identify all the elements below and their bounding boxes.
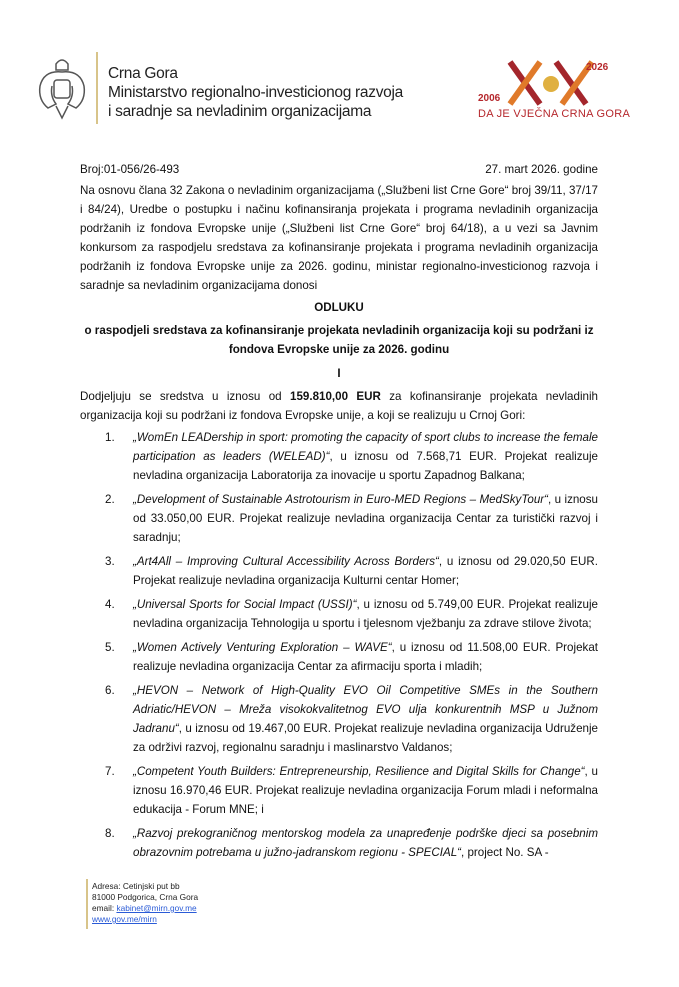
item-number: 3. xyxy=(105,555,115,568)
meta-row xyxy=(80,160,598,179)
jubilee-year-start: 2006 xyxy=(478,93,501,104)
list-item xyxy=(105,681,598,757)
project-details: , project No. SA - xyxy=(461,846,549,859)
jubilee-logo xyxy=(470,60,640,130)
preamble-paragraph: Na osnovu člana 32 Zakona o nevladinim organizacijama („Službeni list Crne Gore“ broj 39/11, 37/17 i 84/24), Uredbe o postupku i načinu kofinansiranja projekata i programa nevladinih organizacija podržanih iz fondova Evropske unije („Službeni list Crne Gore“ broj 64/18), a u vezi sa Javnim konkursom za raspodjelu sredstava za kofinansiranje projekata i programa nevladinih organizacija podržanih iz fondova Evropske unije za 2026. godinu, ministar regionalno-investicionog razvoja i saradnje sa nevladinim organizacijama donosi xyxy=(80,184,598,292)
list-item xyxy=(105,595,598,633)
jubilee-motto: DA JE VJEČNA CRNA GORA xyxy=(478,108,631,120)
list-item xyxy=(105,762,598,819)
project-title: „HEVON – Network of High-Quality EVO Oil Competitive SMEs in the Southern Adriatic/HEVON – Mreža visokokvalitetnog EVO ulja konkurentnih MSP u Južnom Jadranu“ xyxy=(133,684,598,735)
jubilee-year-end: 2026 xyxy=(586,62,609,73)
project-title: „Women Actively Venturing Exploration – WAVE“ xyxy=(133,641,392,654)
project-details: , u iznosu od 5.749,00 EUR. Projekat realizuje nevladina organizacija Tehnologija u sportu i tjelesnom vježbanju za zdrave stilove života; xyxy=(133,598,598,630)
item-number: 6. xyxy=(105,684,115,697)
footer xyxy=(0,867,679,987)
ministry-name xyxy=(108,64,403,121)
intro-text-rest: za kofinansiranje projekata nevladinih organizacija koji su podržani iz fondova Evropske unije, a koji se realizuju u Crnoj Gori: xyxy=(80,390,598,422)
country-name: Crna Gora xyxy=(108,65,178,82)
xx-emblem-icon xyxy=(506,60,596,106)
item-number: 2. xyxy=(105,493,115,506)
intro-paragraph xyxy=(80,387,598,425)
project-details: , u iznosu od 33.050,00 EUR. Projekat realizuje nevladina organizacija Centar za turistički razvoj i saradnju; xyxy=(133,493,599,544)
document-body xyxy=(80,160,598,867)
project-details: , u iznosu od 11.508,00 EUR. Projekat realizuje nevladina organizacija Centar za afirmaciju sporta i mladih; xyxy=(133,641,598,673)
document-number: Broj:01-056/26-493 xyxy=(80,163,180,176)
decision-title: ODLUKU xyxy=(314,301,364,314)
coat-of-arms-logo xyxy=(36,56,88,124)
project-title: „Razvoj prekograničnog mentorskog modela za unapređenje podrške djeci sa posebnim obrazovnim potrebama u južno-jadranskom regionu - SPECIAL“ xyxy=(133,827,598,859)
intro-text: Dodjeljuju se sredstva u iznosu od xyxy=(80,390,290,403)
footer-city: 81000 Podgorica, Crna Gora xyxy=(92,892,199,902)
item-number: 5. xyxy=(105,641,115,654)
project-details: , u iznosu od 7.568,71 EUR. Projekat realizuje nevladina organizacija Laboratorija za inovacije u sportu Zapadnog Balkana; xyxy=(133,450,598,482)
website-link[interactable]: www.gov.me/mirn xyxy=(92,914,157,924)
item-number: 4. xyxy=(105,598,115,611)
list-item xyxy=(105,552,598,590)
list-item xyxy=(105,824,598,862)
ministry-line-2: i saradnje sa nevladinim organizacijama xyxy=(108,103,372,120)
footer-divider xyxy=(86,879,88,929)
project-details: , u iznosu 16.970,46 EUR. Projekat realizuje nevladina organizacija Forum mladi i neformalna edukacija - Forum MNE; i xyxy=(133,765,598,816)
footer-contact xyxy=(92,881,679,925)
project-title: „Development of Sustainable Astrotourism in Euro-MED Regions – MedSkyTour“ xyxy=(133,493,548,506)
ministry-line-1: Ministarstvo regionalno-investicionog razvoja xyxy=(108,84,403,101)
list-item xyxy=(105,638,598,676)
project-details: , u iznosu od 29.020,50 EUR. Projekat realizuje nevladina organizacija Kulturni centar Homer; xyxy=(133,555,598,587)
list-item xyxy=(105,428,598,485)
section-number: I xyxy=(337,367,341,380)
header-divider xyxy=(96,52,98,124)
project-title: „Competent Youth Builders: Entrepreneurship, Resilience and Digital Skills for Change“ xyxy=(133,765,585,778)
item-number: 7. xyxy=(105,765,115,778)
footer-address: Adresa: Cetinjski put bb xyxy=(92,881,180,891)
decision-subtitle: o raspodjeli sredstava za kofinansiranje projekata nevladinih organizacija koji su podržani iz fondova Evropske unije za 2026. godinu xyxy=(84,324,594,356)
item-number: 8. xyxy=(105,827,115,840)
email-label: email: xyxy=(92,903,117,913)
project-details: , u iznosu od 19.467,00 EUR. Projekat realizuje nevladina organizacija Udruženje za održivi razvoj, regionalnu saradnju i maslinarstvo Valdanos; xyxy=(133,722,598,754)
project-title: „WomEn LEADership in sport: promoting the capacity of sport clubs to increase the female participation as leaders (WELEAD)“ xyxy=(133,431,598,463)
list-item xyxy=(105,490,598,547)
item-number: 1. xyxy=(105,431,115,444)
email-link[interactable]: kabinet@mirn.gov.me xyxy=(116,903,197,913)
project-title: „Universal Sports for Social Impact (USSI)“ xyxy=(133,598,357,611)
project-title: „Art4All – Improving Cultural Accessibility Across Borders“ xyxy=(133,555,439,568)
document-date: 27. mart 2026. godine xyxy=(485,163,598,176)
total-amount: 159.810,00 EUR xyxy=(290,390,381,403)
